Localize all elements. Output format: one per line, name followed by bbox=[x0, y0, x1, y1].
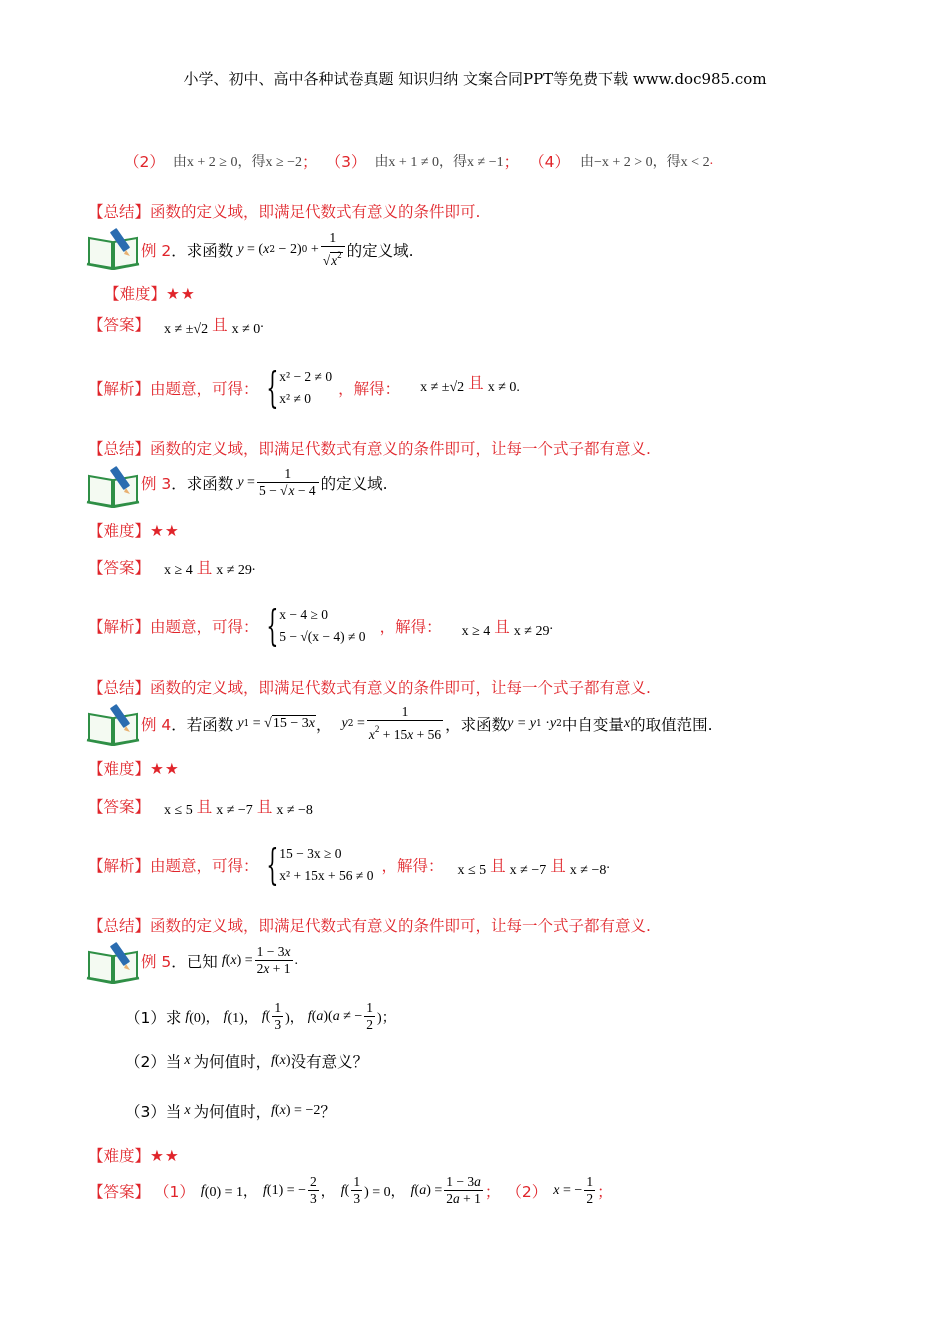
example-2-prompt: ．求函数 bbox=[171, 241, 234, 260]
book-pencil-icon bbox=[86, 702, 140, 746]
result-part-b: x ≠ −7 bbox=[509, 863, 547, 878]
period: . bbox=[251, 559, 256, 574]
answer-5: 【答案】 （1） f (0) = 1， f (1) = − $\frac{2}{3}$ ， f ( $\frac{1}{3}$ ) = 0， f ( a ) = $\frac{1 - 3a}{2a + 1}$ ； （2） x = − $\frac{1}{2}$ ； bbox=[88, 1174, 613, 1206]
part-2-label: （2） bbox=[124, 153, 165, 171]
result-part-a: x ≠ ±√2 bbox=[420, 380, 465, 395]
summary-4 bbox=[88, 914, 651, 936]
and-word: 且 bbox=[196, 798, 213, 816]
period: . bbox=[260, 316, 264, 331]
example-4-tail-3: 的取值范围. bbox=[630, 715, 713, 734]
result-part-b: x ≠ 0 bbox=[487, 380, 517, 395]
solve-word: ，解得： bbox=[379, 618, 442, 636]
answer-3-part-b: x ≠ 29 bbox=[216, 563, 252, 578]
period: . bbox=[606, 857, 610, 872]
question-2-tail: 没有意义？ bbox=[290, 1053, 369, 1071]
difficulty-stars: ★★ bbox=[150, 1147, 180, 1165]
example-5-prompt: ．已知 bbox=[171, 952, 218, 971]
and-word: 且 bbox=[468, 374, 484, 392]
analysis-label: 【解析】 bbox=[88, 857, 151, 875]
summary-label: 【总结】 bbox=[88, 440, 151, 458]
answer-3 bbox=[88, 555, 255, 579]
answer-4-part-c: x ≠ −8 bbox=[276, 803, 313, 818]
and-word: 且 bbox=[494, 618, 510, 636]
book-pencil-icon bbox=[86, 464, 140, 508]
part-4-label: （4） bbox=[529, 153, 570, 171]
summary-text: 函数的定义域，即满足代数式有意义的条件即可，让每一个式子都有意义. bbox=[150, 440, 651, 458]
system-line-1: x² − 2 ≠ 0 bbox=[279, 369, 333, 384]
ex5-fraction: $\frac{1 - 3x}{2x + 1}$ bbox=[256, 944, 291, 976]
page-header: 小学、初中、高中各种试卷真题 知识归纳 文案合同PPT等免费下载 www.doc985.com bbox=[183, 70, 767, 88]
separator: ； bbox=[503, 153, 520, 171]
summary-2 bbox=[88, 437, 651, 459]
answer-2 bbox=[88, 310, 264, 338]
answer-label: 【答案】 bbox=[88, 316, 151, 334]
difficulty-label: 【难度】 bbox=[88, 1147, 151, 1165]
book-pencil-icon bbox=[86, 226, 140, 270]
and-word: 且 bbox=[212, 316, 228, 334]
example-2-tail: 的定义域. bbox=[346, 241, 414, 260]
solve-word: ，解得： bbox=[381, 857, 444, 875]
example-5-question-2: （2）当 x 为何值时， f ( x ) 没有意义？ bbox=[125, 1050, 368, 1072]
analysis-prefix: 由题意，可得： bbox=[150, 857, 259, 875]
difficulty-label: 【难度】 bbox=[88, 760, 151, 778]
summary-label: 【总结】 bbox=[88, 917, 151, 935]
system-line-1: x − 4 ≥ 0 bbox=[279, 607, 329, 622]
question-2-mid: 为何值时， bbox=[193, 1053, 272, 1071]
answer-label: 【答案】 bbox=[88, 798, 151, 816]
question-2-label: （2）当 bbox=[125, 1053, 182, 1071]
and-word: 且 bbox=[256, 798, 273, 816]
answer-2-part-b: x ≠ 0 bbox=[231, 322, 261, 337]
answer-4-part-b: x ≠ −7 bbox=[216, 803, 253, 818]
example-5-question: 例 5 ．已知 f ( x ) = $\frac{1 - 3x}{2x + 1}$ . bbox=[141, 944, 299, 976]
ex4-fraction: $\frac{1}{x^2 + 15x + 56}$ bbox=[368, 704, 442, 742]
answer-label: 【答案】 bbox=[88, 1182, 151, 1201]
summary-text: 函数的定义域，即满足代数式有意义的条件即可. bbox=[150, 203, 481, 221]
difficulty-label: 【难度】 bbox=[104, 285, 167, 303]
summary-1 bbox=[88, 200, 480, 222]
and-word: 且 bbox=[196, 559, 213, 577]
analysis-4 bbox=[88, 840, 610, 889]
part-3-label: （3） bbox=[325, 153, 367, 171]
example-3-prompt: ．求函数 bbox=[171, 474, 234, 493]
book-pencil-icon bbox=[86, 940, 140, 984]
summary-text: 函数的定义域，即满足代数式有意义的条件即可，让每一个式子都有意义. bbox=[150, 679, 651, 697]
answer-5-part-1-label: （1） bbox=[154, 1182, 195, 1201]
comma: ， bbox=[315, 715, 332, 734]
example-4-prompt: ．若函数 bbox=[171, 715, 234, 734]
difficulty-4 bbox=[88, 757, 180, 779]
system-line-2: x² + 15x + 56 ≠ 0 bbox=[279, 868, 374, 883]
and-word: 且 bbox=[550, 857, 566, 875]
summary-text: 函数的定义域，即满足代数式有意义的条件即可，让每一个式子都有意义. bbox=[150, 917, 651, 935]
question-1-label: （1）求 bbox=[125, 1008, 182, 1027]
ex3-fraction: $\frac{1}{5 - √x - 4}$ bbox=[257, 466, 319, 499]
analysis-3 bbox=[88, 601, 553, 650]
question-3-label: （3）当 bbox=[125, 1103, 182, 1121]
summary-label: 【总结】 bbox=[88, 203, 151, 221]
question-3-mid: 为何值时， bbox=[193, 1103, 272, 1121]
prev-answers-line bbox=[124, 150, 713, 172]
example-3-question: 例 3 ．求函数 y = $\frac{1}{5 - √x - 4}$ 的定义域. bbox=[141, 466, 388, 498]
equation-system: { x² − 2 ≠ 0 x² ≠ 0 bbox=[265, 363, 333, 412]
result-part-a: x ≥ 4 bbox=[461, 624, 491, 639]
example-4-title: 例 4 bbox=[141, 715, 172, 734]
example-5-question-1: （1）求 f (0)， f (1)， f ( $\frac{1}{3}$ )， f ( a )( a ≠ − $\frac{1}{2}$ )； bbox=[125, 1000, 396, 1032]
ex2-fraction: $\frac{1}{√x^2}$ bbox=[321, 230, 345, 269]
answer-5-part-2-label: （2） bbox=[506, 1182, 548, 1201]
example-3-tail: 的定义域. bbox=[320, 474, 388, 493]
analysis-prefix: 由题意，可得： bbox=[150, 618, 259, 636]
example-5-question-3: （3）当 x 为何值时， f ( x ) = −2 ？ bbox=[125, 1100, 336, 1122]
part-3-text: 由x + 1 ≠ 0，得x ≠ −1 bbox=[374, 155, 504, 170]
difficulty-stars: ★★ bbox=[150, 522, 180, 540]
example-4-question: 例 4 ．若函数 y 1 = √ 15 − 3x ， y 2 = $\frac{1}{x^2 + 15x + 56}$ ，求函数 y = y 1 · y 2 中自变量 x 的取值范围. bbox=[141, 704, 713, 742]
analysis-2 bbox=[88, 363, 520, 412]
system-line-1: 15 − 3x ≥ 0 bbox=[279, 846, 342, 861]
question-3-tail: ？ bbox=[320, 1103, 336, 1121]
example-4-tail-1: ，求函数 bbox=[445, 715, 508, 734]
analysis-prefix: 由题意，可得： bbox=[150, 380, 259, 398]
example-5-title: 例 5 bbox=[141, 952, 172, 971]
result-part-c: x ≠ −8 bbox=[569, 863, 607, 878]
example-3-title: 例 3 bbox=[141, 474, 172, 493]
summary-label: 【总结】 bbox=[88, 679, 151, 697]
equation-system: { x − 4 ≥ 0 5 − √(x − 4) ≠ 0 bbox=[265, 601, 366, 650]
part-4-text: 由−x + 2 > 0，得x < 2 bbox=[580, 155, 710, 170]
result-part-b: x ≠ 29 bbox=[513, 624, 550, 639]
answer-4-part-a: x ≤ 5 bbox=[164, 803, 193, 818]
separator: ； bbox=[302, 153, 318, 171]
period: . bbox=[549, 618, 553, 633]
result-part-a: x ≤ 5 bbox=[457, 863, 487, 878]
system-line-2: x² ≠ 0 bbox=[279, 391, 311, 406]
difficulty-5 bbox=[88, 1144, 180, 1166]
answer-3-part-a: x ≥ 4 bbox=[164, 563, 193, 578]
answer-label: 【答案】 bbox=[88, 559, 151, 577]
answer-4 bbox=[88, 793, 313, 819]
ex2-function-lhs: y bbox=[237, 241, 244, 257]
answer-2-part-a: x ≠ ±√2 bbox=[164, 322, 209, 337]
difficulty-stars: ★★ bbox=[166, 285, 196, 303]
example-4-tail-2: 中自变量 bbox=[561, 715, 624, 734]
difficulty-2 bbox=[104, 282, 196, 304]
summary-3 bbox=[88, 676, 651, 698]
part-2-text: 由x + 2 ≥ 0，得x ≥ −2 bbox=[172, 155, 303, 170]
and-word: 且 bbox=[490, 857, 506, 875]
example-2-question: 例 2 ．求函数 y = ( x 2 − 2) 0 + $\frac{1}{√x^2}$ 的定义域. bbox=[141, 230, 414, 268]
example-2-title: 例 2 bbox=[141, 241, 172, 260]
equation-system: { 15 − 3x ≥ 0 x² + 15x + 56 ≠ 0 bbox=[265, 840, 374, 889]
solve-word: ，解得： bbox=[338, 380, 401, 398]
difficulty-label: 【难度】 bbox=[88, 522, 151, 540]
difficulty-3 bbox=[88, 519, 180, 541]
period: . bbox=[516, 380, 520, 395]
system-line-2: 5 − √(x − 4) ≠ 0 bbox=[279, 629, 366, 644]
analysis-label: 【解析】 bbox=[88, 380, 151, 398]
period: . bbox=[709, 153, 714, 168]
analysis-label: 【解析】 bbox=[88, 618, 151, 636]
difficulty-stars: ★★ bbox=[150, 760, 180, 778]
